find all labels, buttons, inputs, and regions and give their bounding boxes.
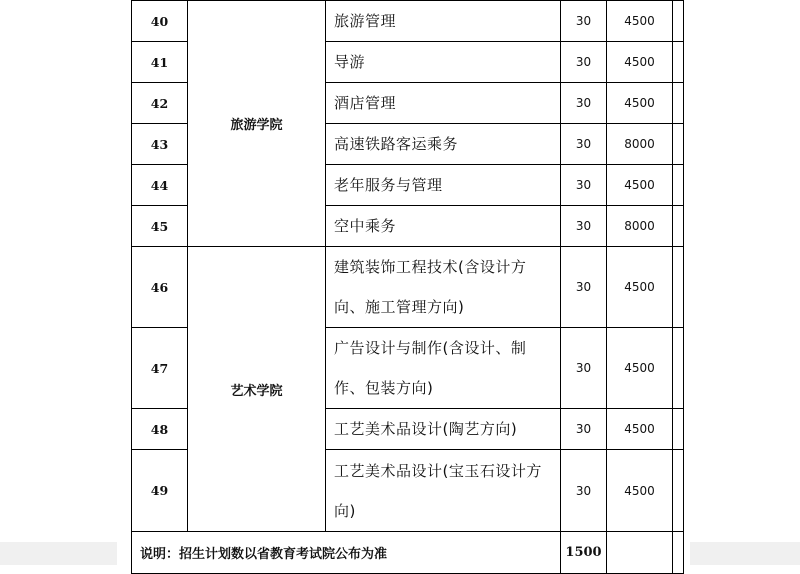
empty-cell (673, 83, 684, 124)
tuition-fee: 4500 (607, 409, 673, 450)
empty-cell (673, 42, 684, 83)
tuition-fee: 8000 (607, 124, 673, 165)
tuition-fee: 4500 (607, 247, 673, 328)
empty-cell (673, 124, 684, 165)
empty-cell (673, 165, 684, 206)
row-number: 45 (132, 206, 188, 247)
row-number: 43 (132, 124, 188, 165)
empty-cell (607, 532, 673, 574)
major-name: 工艺美术品设计(陶艺方向) (326, 409, 561, 450)
table-row (132, 247, 684, 328)
enrollment-quota: 30 (561, 124, 607, 165)
table-row (132, 1, 684, 42)
major-name: 旅游管理 (326, 1, 561, 42)
enrollment-quota: 30 (561, 450, 607, 532)
empty-cell (673, 409, 684, 450)
tuition-fee: 4500 (607, 42, 673, 83)
row-number: 41 (132, 42, 188, 83)
tuition-fee: 4500 (607, 83, 673, 124)
tuition-fee: 4500 (607, 165, 673, 206)
empty-cell (673, 206, 684, 247)
major-name: 老年服务与管理 (326, 165, 561, 206)
enrollment-quota: 30 (561, 247, 607, 328)
row-number: 40 (132, 1, 188, 42)
table-footer-row (132, 532, 684, 574)
row-number: 42 (132, 83, 188, 124)
major-name: 酒店管理 (326, 83, 561, 124)
empty-cell (673, 247, 684, 328)
footnote: 说明：招生计划数以省教育考试院公布为准 (132, 532, 561, 574)
enrollment-quota: 30 (561, 42, 607, 83)
row-number: 46 (132, 247, 188, 328)
college-cell-tourism: 旅游学院 (188, 1, 326, 247)
empty-cell (673, 328, 684, 409)
enrollment-plan-table (131, 0, 684, 574)
major-name: 空中乘务 (326, 206, 561, 247)
tuition-fee: 4500 (607, 1, 673, 42)
row-number: 48 (132, 409, 188, 450)
enrollment-quota: 30 (561, 328, 607, 409)
row-number: 47 (132, 328, 188, 409)
major-name: 建筑装饰工程技术(含设计方向、施工管理方向) (326, 247, 561, 328)
empty-cell (673, 450, 684, 532)
enrollment-quota: 30 (561, 206, 607, 247)
empty-cell (673, 1, 684, 42)
tuition-fee: 4500 (607, 450, 673, 532)
major-name: 高速铁路客运乘务 (326, 124, 561, 165)
tuition-fee: 8000 (607, 206, 673, 247)
college-cell-art: 艺术学院 (188, 247, 326, 532)
major-name: 导游 (326, 42, 561, 83)
enrollment-quota: 30 (561, 83, 607, 124)
row-number: 49 (132, 450, 188, 532)
tuition-fee: 4500 (607, 328, 673, 409)
empty-cell (673, 532, 684, 574)
enrollment-quota: 30 (561, 165, 607, 206)
total-quota: 1500 (561, 532, 607, 574)
enrollment-quota: 30 (561, 409, 607, 450)
row-number: 44 (132, 165, 188, 206)
enrollment-quota: 30 (561, 1, 607, 42)
major-name: 工艺美术品设计(宝玉石设计方向) (326, 450, 561, 532)
major-name: 广告设计与制作(含设计、制作、包装方向) (326, 328, 561, 409)
